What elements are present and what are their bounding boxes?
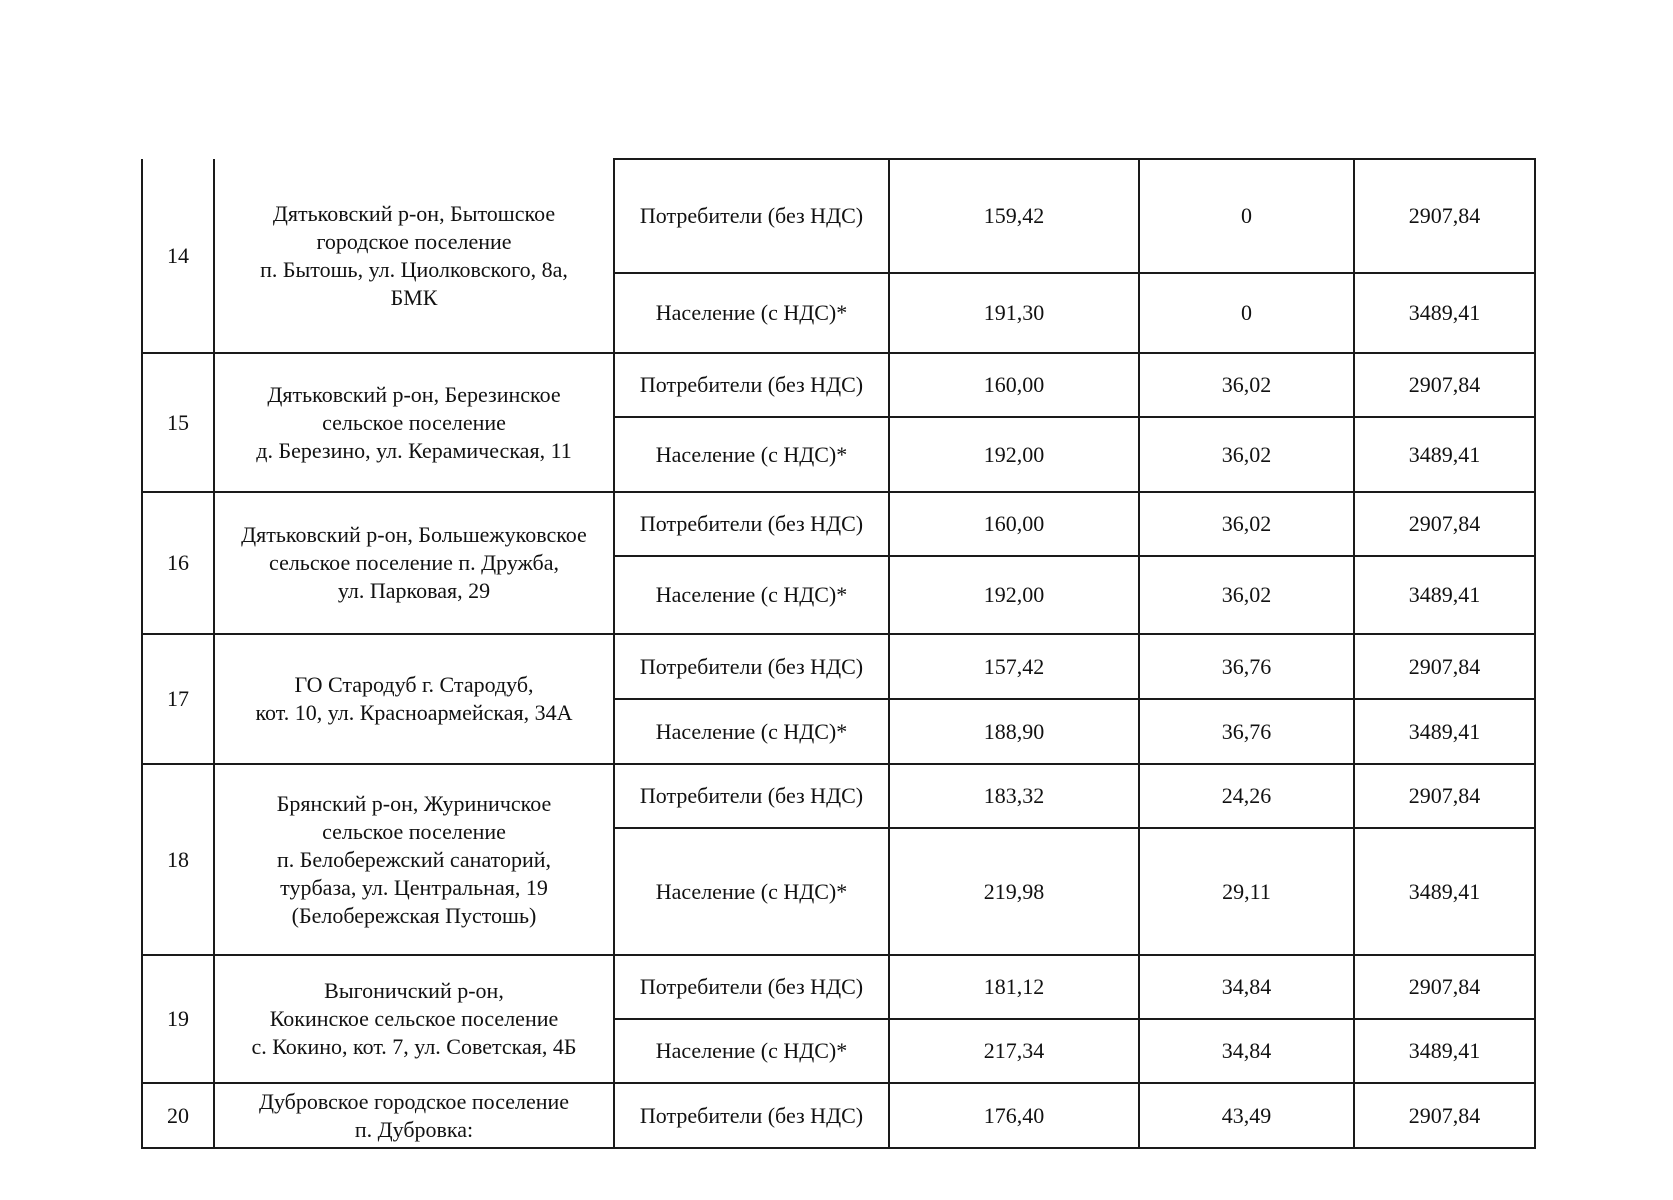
value-col-3: 3489,41 — [1354, 417, 1535, 492]
value-col-3: 2907,84 — [1354, 634, 1535, 699]
value-col-2: 36,02 — [1139, 492, 1354, 556]
row-address — [214, 353, 614, 492]
row-number: 14 — [142, 159, 214, 353]
value-col-3: 2907,84 — [1354, 159, 1535, 273]
row-number: 20 — [142, 1083, 214, 1148]
value-col-1: 159,42 — [889, 159, 1139, 273]
value-col-2: 0 — [1139, 159, 1354, 273]
value-col-3: 2907,84 — [1354, 955, 1535, 1019]
row-address — [214, 1083, 614, 1148]
address-line: БМК — [390, 284, 438, 310]
value-col-1: 192,00 — [889, 556, 1139, 634]
value-col-1: 192,00 — [889, 417, 1139, 492]
address-line: сельское поселение — [322, 818, 506, 844]
consumer-category: Потребители (без НДС) — [614, 634, 889, 699]
value-col-3: 3489,41 — [1354, 273, 1535, 353]
value-col-3: 3489,41 — [1354, 556, 1535, 634]
address-line: городское поселение — [316, 228, 512, 254]
value-col-1: 181,12 — [889, 955, 1139, 1019]
address-line: сельское поселение п. Дружба, — [269, 550, 559, 575]
value-col-2: 36,02 — [1139, 353, 1354, 417]
row-number: 19 — [142, 955, 214, 1083]
value-col-2: 24,26 — [1139, 764, 1354, 828]
address-line: (Белобережская Пустошь) — [291, 902, 537, 928]
address-line: Брянский р-он, Журиничское — [276, 790, 552, 816]
consumer-category: Потребители (без НДС) — [614, 955, 889, 1019]
value-col-1: 191,30 — [889, 273, 1139, 353]
value-col-3: 2907,84 — [1354, 492, 1535, 556]
value-col-1: 217,34 — [889, 1019, 1139, 1083]
address-line: д. Березино, ул. Керамическая, 11 — [256, 437, 572, 463]
address-line: Кокинское сельское поселение — [269, 1006, 559, 1031]
table-row — [142, 634, 1535, 699]
value-col-2: 43,49 — [1139, 1083, 1354, 1148]
value-col-2: 34,84 — [1139, 955, 1354, 1019]
address-line: ГО Стародуб г. Стародуб, — [294, 672, 534, 697]
value-col-2: 36,02 — [1139, 417, 1354, 492]
row-number: 17 — [142, 634, 214, 764]
value-col-1: 157,42 — [889, 634, 1139, 699]
consumer-category: Потребители (без НДС) — [614, 159, 889, 273]
consumer-category: Потребители (без НДС) — [614, 1083, 889, 1148]
consumer-category: Потребители (без НДС) — [614, 353, 889, 417]
address-line: Дятьковский р-он, Бытошское — [272, 200, 556, 226]
value-col-2: 36,76 — [1139, 699, 1354, 764]
value-col-3: 3489,41 — [1354, 699, 1535, 764]
row-number: 18 — [142, 764, 214, 955]
row-address — [214, 634, 614, 764]
address-line: сельское поселение — [322, 409, 506, 435]
consumer-category: Население (с НДС)* — [614, 828, 889, 955]
consumer-category: Население (с НДС)* — [614, 273, 889, 353]
table-row — [142, 955, 1535, 1019]
value-col-1: 160,00 — [889, 353, 1139, 417]
table-row — [142, 492, 1535, 556]
value-col-1: 183,32 — [889, 764, 1139, 828]
row-address — [214, 492, 614, 634]
table-row — [142, 353, 1535, 417]
row-number: 15 — [142, 353, 214, 492]
consumer-category: Население (с НДС)* — [614, 1019, 889, 1083]
address-line: Дубровское городское поселение — [258, 1088, 570, 1114]
tariff-table — [141, 158, 1536, 1149]
value-col-2: 29,11 — [1139, 828, 1354, 955]
table-row — [142, 764, 1535, 828]
table-row — [142, 1083, 1535, 1148]
address-line: Дятьковский р-он, Березинское — [267, 381, 561, 407]
address-line: с. Кокино, кот. 7, ул. Советская, 4Б — [251, 1034, 577, 1059]
value-col-1: 219,98 — [889, 828, 1139, 955]
value-col-2: 36,76 — [1139, 634, 1354, 699]
consumer-category: Население (с НДС)* — [614, 417, 889, 492]
value-col-1: 160,00 — [889, 492, 1139, 556]
address-line: ул. Парковая, 29 — [337, 578, 491, 603]
row-address — [214, 764, 614, 955]
value-col-2: 0 — [1139, 273, 1354, 353]
address-line: п. Дубровка: — [354, 1116, 474, 1142]
consumer-category: Население (с НДС)* — [614, 699, 889, 764]
consumer-category: Потребители (без НДС) — [614, 492, 889, 556]
value-col-1: 176,40 — [889, 1083, 1139, 1148]
value-col-3: 2907,84 — [1354, 764, 1535, 828]
consumer-category: Население (с НДС)* — [614, 556, 889, 634]
value-col-3: 3489,41 — [1354, 1019, 1535, 1083]
address-line: п. Белобережский санаторий, — [276, 846, 552, 872]
address-line: кот. 10, ул. Красноармейская, 34А — [255, 700, 573, 725]
value-col-3: 2907,84 — [1354, 1083, 1535, 1148]
address-line: Дятьковский р-он, Большежуковское — [241, 522, 587, 547]
address-line: Выгоничский р-он, — [324, 978, 504, 1003]
row-address — [214, 159, 614, 353]
value-col-3: 3489,41 — [1354, 828, 1535, 955]
value-col-1: 188,90 — [889, 699, 1139, 764]
address-line: турбаза, ул. Центральная, 19 — [280, 874, 548, 900]
row-number: 16 — [142, 492, 214, 634]
address-line: п. Бытошь, ул. Циолковского, 8а, — [260, 256, 568, 282]
value-col-3: 2907,84 — [1354, 353, 1535, 417]
value-col-2: 36,02 — [1139, 556, 1354, 634]
value-col-2: 34,84 — [1139, 1019, 1354, 1083]
consumer-category: Потребители (без НДС) — [614, 764, 889, 828]
row-address — [214, 955, 614, 1083]
table-row — [142, 159, 1535, 273]
